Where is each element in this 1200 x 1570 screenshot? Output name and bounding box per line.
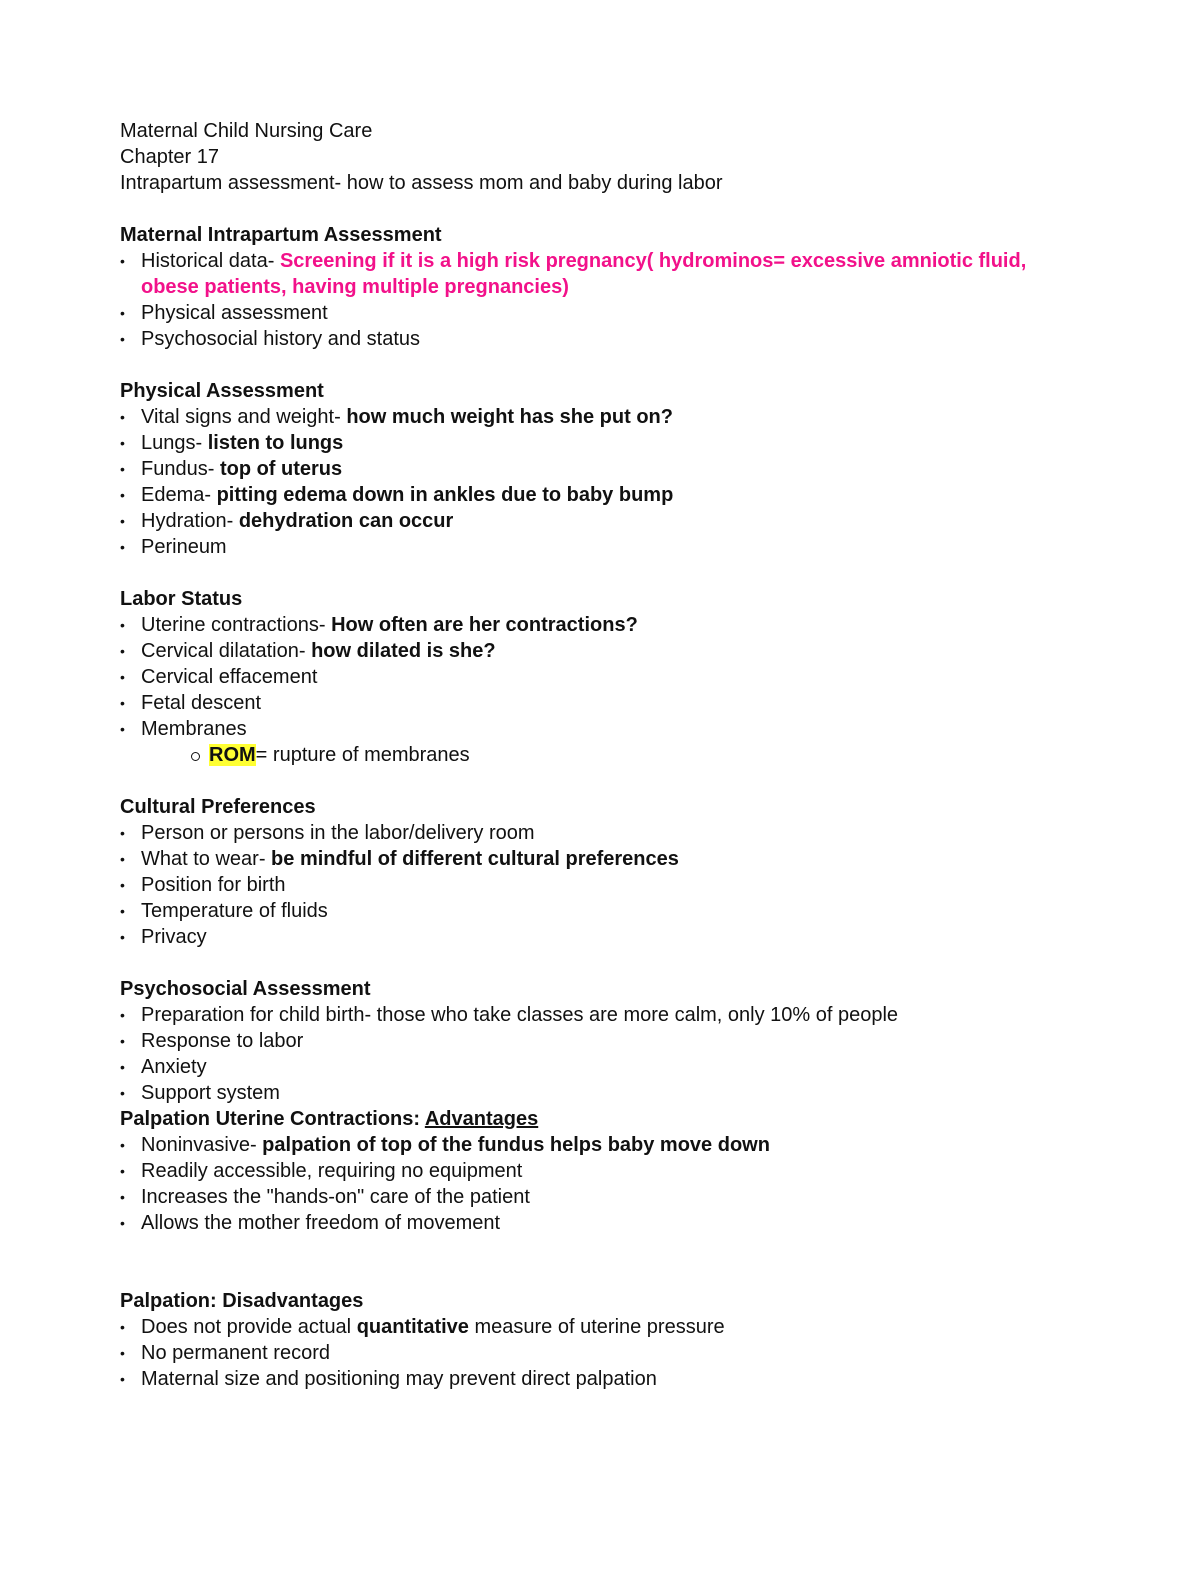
- list-item: • Maternal size and positioning may prevent direct palpation: [120, 1366, 1080, 1392]
- item-label: Membranes: [141, 718, 247, 740]
- palpation-advantages-section: [120, 1106, 1080, 1236]
- physical-assessment-section: [120, 378, 1080, 560]
- list-item: [120, 404, 1080, 430]
- list-item: [120, 534, 1080, 560]
- section-heading: Palpation: Disadvantages: [120, 1290, 364, 1312]
- item-note: how dilated is she?: [311, 640, 496, 662]
- item-note: How often are her contractions?: [331, 614, 638, 636]
- highlighted-term: ROM: [209, 744, 256, 766]
- palpation-disadvantages-section: [120, 1288, 1080, 1392]
- item-note: Screening if it is a high risk pregnancy( hydrominos= excessive amniotic fluid, obese patients, having multiple pregnancies): [141, 250, 1027, 298]
- section-heading: Physical Assessment: [120, 380, 324, 402]
- document-page: [120, 118, 1080, 1392]
- item-label: Perineum: [141, 536, 227, 558]
- list-item: [120, 690, 1080, 716]
- section-heading: [120, 1106, 1080, 1132]
- list-item: [120, 820, 1080, 846]
- item-label: Cervical effacement: [141, 666, 318, 688]
- list-item: • Psychosocial history and status: [120, 326, 1080, 352]
- list-item: [120, 638, 1080, 664]
- item-note: dehydration can occur: [238, 510, 454, 532]
- psychosocial-assessment-section: [120, 976, 1080, 1106]
- item-label: Lungs-: [141, 432, 208, 454]
- list-item: [120, 430, 1080, 456]
- list-item: [120, 924, 1080, 950]
- item-label: Temperature of fluids: [141, 900, 328, 922]
- item-note: top of uterus: [219, 458, 343, 480]
- item-note: palpation of top of the fundus helps baby move down: [262, 1134, 770, 1156]
- item-text: Does not provide actual: [141, 1316, 357, 1338]
- item-label: Historical data-: [141, 250, 280, 272]
- list-item: • No permanent record: [120, 1340, 1080, 1366]
- list-item: • Anxiety: [120, 1054, 1080, 1080]
- heading-prefix: Palpation Uterine Contractions:: [120, 1108, 425, 1130]
- list-item: [120, 508, 1080, 534]
- list-item: [120, 1158, 1080, 1184]
- section-heading: Maternal Intrapartum Assessment: [120, 224, 442, 246]
- maternal-assessment-section: [120, 222, 1080, 352]
- topic-line: Intrapartum assessment- how to assess mom and baby during labor: [120, 172, 723, 194]
- labor-status-section: [120, 586, 1080, 768]
- term-definition: = rupture of membranes: [255, 744, 470, 766]
- section-heading: Psychosocial Assessment: [120, 978, 371, 1000]
- item-label: Fundus-: [141, 458, 220, 480]
- list-item: [120, 1314, 1080, 1340]
- section-heading: Labor Status: [120, 588, 243, 610]
- item-bold-term: quantitative: [356, 1316, 469, 1338]
- heading-underlined: Advantages: [424, 1108, 539, 1130]
- list-item: [120, 1132, 1080, 1158]
- item-label: Privacy: [141, 926, 207, 948]
- course-title: Maternal Child Nursing Care: [120, 120, 373, 142]
- item-label: What to wear-: [141, 848, 272, 870]
- item-label: Position for birth: [141, 874, 286, 896]
- list-item: [120, 846, 1080, 872]
- item-label: Increases the "hands-on" care of the patient: [141, 1186, 530, 1208]
- item-label: Fetal descent: [141, 692, 262, 714]
- sub-list-item: [189, 742, 1080, 768]
- list-item: [120, 612, 1080, 638]
- list-item: [120, 716, 1080, 768]
- list-item: [120, 1210, 1080, 1236]
- item-label: Hydration-: [141, 510, 239, 532]
- item-label: Edema-: [141, 484, 217, 506]
- item-label: Cervical dilatation-: [141, 640, 312, 662]
- chapter-label: Chapter 17: [120, 146, 219, 168]
- item-label: Uterine contractions-: [141, 614, 332, 636]
- list-item: [120, 1184, 1080, 1210]
- item-note: pitting edema down in ankles due to baby bump: [216, 484, 674, 506]
- list-item: • Physical assessment: [120, 300, 1080, 326]
- cultural-preferences-section: [120, 794, 1080, 950]
- item-text: measure of uterine pressure: [468, 1316, 725, 1338]
- item-label: Readily accessible, requiring no equipment: [141, 1160, 523, 1182]
- item-label: Noninvasive-: [141, 1134, 263, 1156]
- list-item: [120, 482, 1080, 508]
- list-item: • Preparation for child birth- those who take classes are more calm, only 10% of people: [120, 1002, 1080, 1028]
- item-note: how much weight has she put on?: [346, 406, 673, 428]
- list-item: [120, 872, 1080, 898]
- item-label: Allows the mother freedom of movement: [141, 1212, 501, 1234]
- item-note: be mindful of different cultural preferences: [271, 848, 679, 870]
- item-label: Vital signs and weight-: [141, 406, 347, 428]
- list-item: [120, 248, 1056, 300]
- item-note: listen to lungs: [207, 432, 344, 454]
- list-item: [120, 664, 1080, 690]
- section-heading: Cultural Preferences: [120, 796, 316, 818]
- list-item: [120, 898, 1080, 924]
- item-label: Person or persons in the labor/delivery room: [141, 822, 535, 844]
- list-item: • Response to labor: [120, 1028, 1080, 1054]
- list-item: • Support system: [120, 1080, 1080, 1106]
- list-item: [120, 456, 1080, 482]
